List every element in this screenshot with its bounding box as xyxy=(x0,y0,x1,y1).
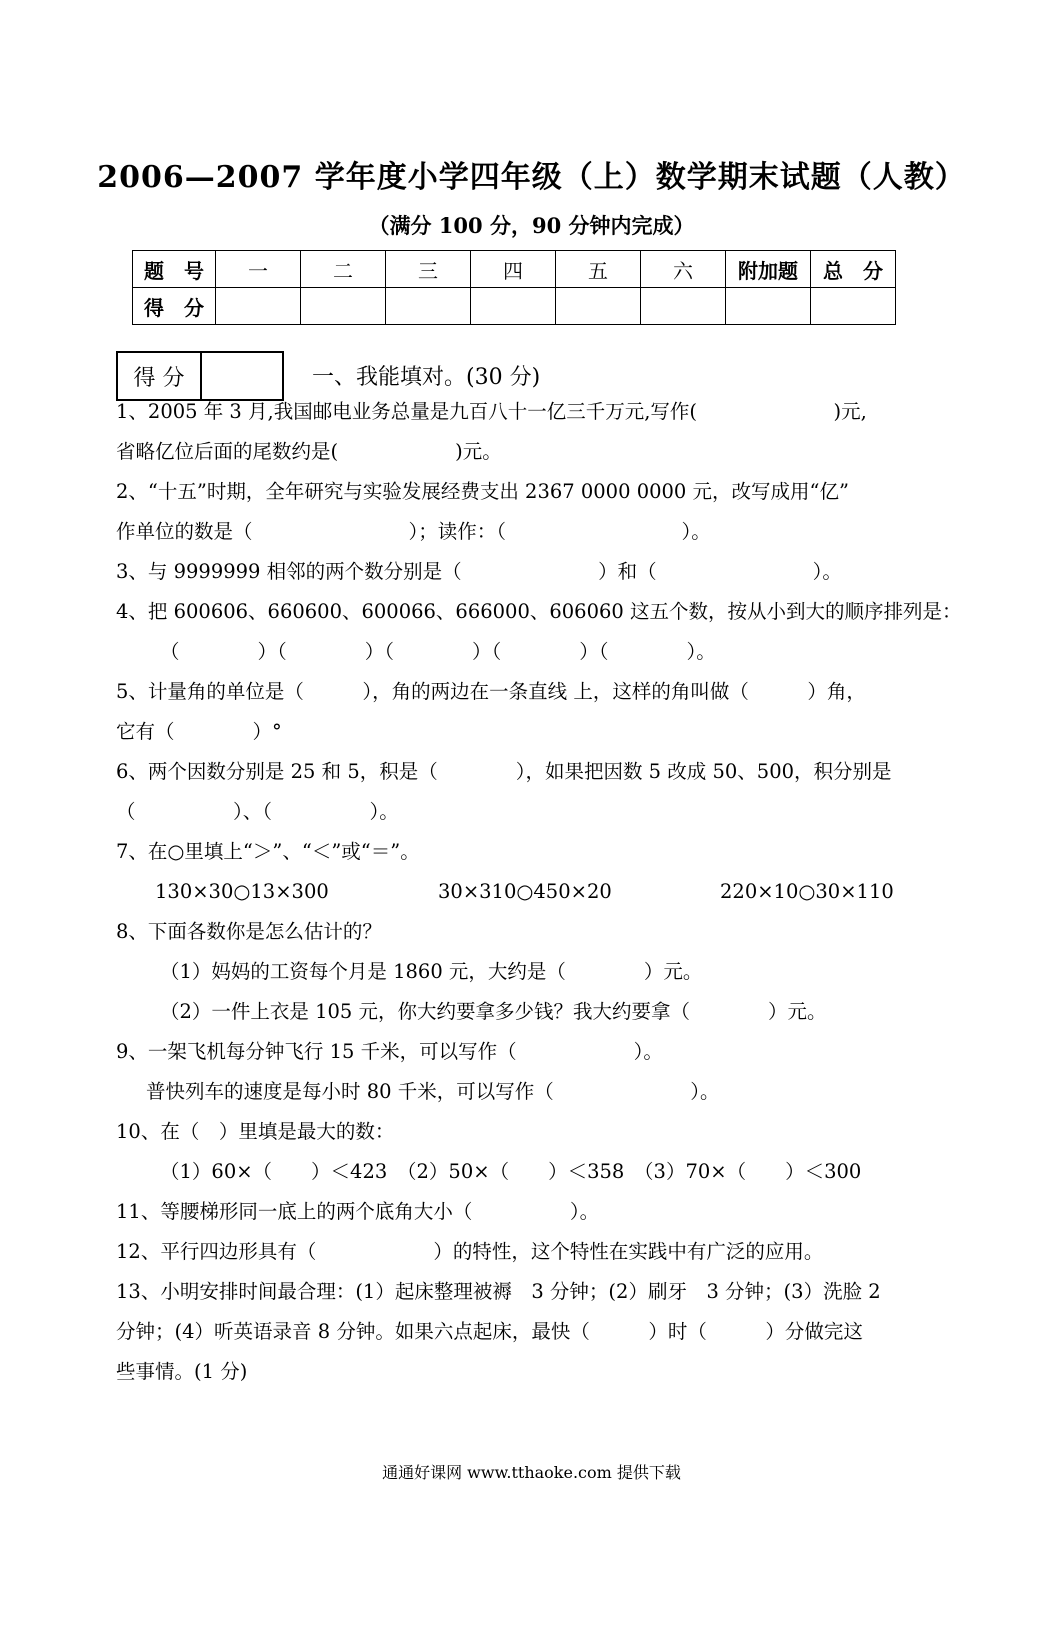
score-header-cell: 三 xyxy=(386,251,471,288)
section-heading: 一、我能填对。(30 分) xyxy=(312,365,541,390)
score-cell xyxy=(301,288,386,325)
question-line: （ ）（ ）（ ）（ ）（ ）。 xyxy=(160,640,716,663)
score-cell xyxy=(811,288,896,325)
question-line: 5、计量角的单位是（ ），角的两边在一条直线 上，这样的角叫做（ ）角， xyxy=(116,680,866,703)
page-title: 2006—2007 学年度小学四年级（上）数学期末试题（人教） xyxy=(97,160,966,195)
question-line: 11、等腰梯形同一底上的两个底角大小（ ）。 xyxy=(116,1200,600,1223)
score-cell xyxy=(471,288,556,325)
score-header-cell: 四 xyxy=(471,251,556,288)
question-line: 它有（ ）° xyxy=(116,720,282,743)
page-footer: 通通好课网 www.tthaoke.com 提供下载 xyxy=(382,1463,681,1482)
page-subtitle: （满分 100 分，90 分钟内完成） xyxy=(368,213,695,238)
score-header-cell: 附加题 xyxy=(726,251,811,288)
score-header-cell: 六 xyxy=(641,251,726,288)
question-line: 省略亿位后面的尾数约是( )元。 xyxy=(116,440,502,463)
score-cell xyxy=(641,288,726,325)
score-table-score-row xyxy=(133,288,896,325)
score-table-header-row xyxy=(133,251,896,288)
question-line: 220×10○30×110 xyxy=(720,880,894,903)
score-table xyxy=(132,250,896,325)
question-line: （1）妈妈的工资每个月是 1860 元，大约是（ ）元。 xyxy=(160,960,703,983)
question-line: 普快列车的速度是每小时 80 千米，可以写作（ ）。 xyxy=(146,1080,720,1103)
question-line: （2）一件上衣是 105 元，你大约要拿多少钱？我大约要拿（ ）元。 xyxy=(160,1000,827,1023)
score-header-cell: 二 xyxy=(301,251,386,288)
score-header-cell: 题 号 xyxy=(133,251,216,288)
score-cell xyxy=(556,288,641,325)
question-line: 10、在（ ）里填是最大的数： xyxy=(116,1120,395,1143)
question-line: 13、小明安排时间最合理：(1）起床整理被褥 3 分钟；(2）刷牙 3 分钟；(3）洗脸 2 xyxy=(116,1280,881,1303)
question-line: 30×310○450×20 xyxy=(438,880,612,903)
score-cell xyxy=(216,288,301,325)
question-line: 分钟；(4）听英语录音 8 分钟。如果六点起床，最快（ ）时（ ）分做完这 xyxy=(116,1320,863,1343)
question-line: 6、两个因数分别是 25 和 5，积是（ ），如果把因数 5 改成 50、500，积分别是 xyxy=(116,760,892,783)
score-row-label: 得 分 xyxy=(133,288,216,325)
score-header-cell: 总 分 xyxy=(811,251,896,288)
question-line: 12、平行四边形具有（ ）的特性，这个特性在实践中有广泛的应用。 xyxy=(116,1240,824,1263)
question-line: 作单位的数是（ ）；读作：（ ）。 xyxy=(116,520,711,543)
question-line: 9、一架飞机每分钟飞行 15 千米，可以写作（ ）。 xyxy=(116,1040,663,1063)
question-line: （1）60×（ ）＜423 （2）50×（ ）＜358 （3）70×（ ）＜300 xyxy=(160,1160,862,1183)
question-line: （ ）、（ ）。 xyxy=(116,800,399,823)
score-header-cell: 一 xyxy=(216,251,301,288)
question-line: 些事情。(1 分) xyxy=(116,1360,248,1383)
question-line: 130×30○13×300 xyxy=(155,880,329,903)
question-line: 8、下面各数你是怎么估计的？ xyxy=(116,920,382,943)
score-cell xyxy=(726,288,811,325)
question-line: 7、在○里填上“＞”、“＜”或“＝”。 xyxy=(116,840,420,863)
question-line: 2、“十五”时期，全年研究与实验发展经费支出 2367 0000 0000 元，改写成用“亿” xyxy=(116,480,849,503)
question-line: 1、2005 年 3 月,我国邮电业务总量是九百八十一亿三千万元,写作( )元, xyxy=(116,400,867,423)
question-line: 4、把 600606、660600、600066、666000、606060 这五个数，按从小到大的顺序排列是： xyxy=(116,600,962,623)
question-line: 3、与 9999999 相邻的两个数分别是（ ）和（ ）。 xyxy=(116,560,842,583)
section-score-box xyxy=(116,351,284,401)
score-header-cell: 五 xyxy=(556,251,641,288)
score-cell xyxy=(386,288,471,325)
section-score-label: 得 分 xyxy=(118,353,202,399)
